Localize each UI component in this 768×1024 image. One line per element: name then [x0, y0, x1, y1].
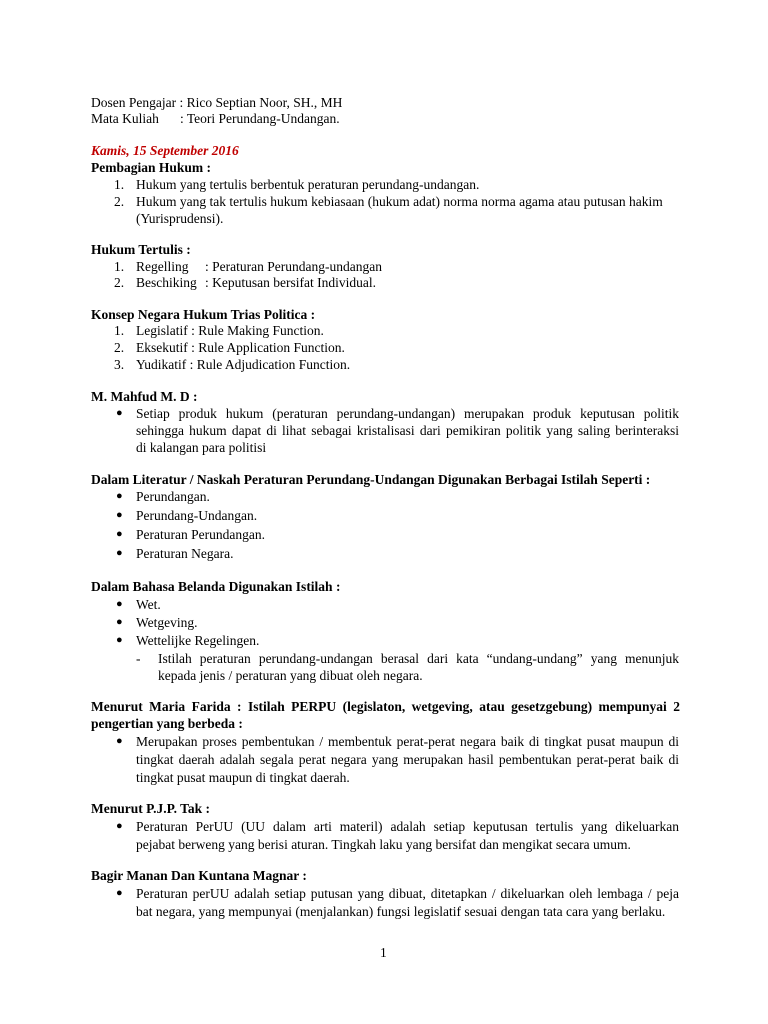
sub-item-line: kepada jenis / peraturan yang dibuat oleh negara. [158, 668, 423, 683]
list-item: Perundangan. [136, 489, 210, 504]
list-number: 3. [114, 357, 125, 372]
list-item: Wettelijke Regelingen. [136, 633, 260, 648]
term: Beschiking [136, 275, 197, 290]
list-number: 1. [114, 259, 125, 274]
section-heading: Pembagian Hukum : [91, 160, 212, 175]
bullet-icon: ● [116, 407, 123, 419]
section-heading-continuation: pengertian yang berbeda : [91, 716, 243, 731]
list-item: Hukum yang tertulis berbentuk peraturan perundang-undangan. [136, 177, 480, 192]
list-number: 2. [114, 275, 125, 290]
list-number: 1. [114, 177, 125, 192]
list-item: Peraturan Perundangan. [136, 527, 265, 542]
section-heading: Dalam Bahasa Belanda Digunakan Istilah : [91, 579, 341, 594]
paragraph-line: Merupakan proses pembentukan / membentuk perat-perat negara baik di tingkat pusat maupun di [136, 734, 679, 749]
bullet-icon: ● [116, 490, 123, 502]
definition: : Peraturan Perundang-undangan [205, 259, 382, 274]
bullet-icon: ● [116, 820, 123, 832]
paragraph-line: di kalangan para politisi [136, 440, 267, 455]
section-heading: Hukum Tertulis : [91, 242, 191, 257]
paragraph-line: Setiap produk hukum (peraturan perundang-undangan) merupakan produk keputusan politik [136, 406, 679, 421]
list-number: 1. [114, 323, 125, 338]
bullet-icon: ● [116, 598, 123, 610]
bullet-icon: ● [116, 547, 123, 559]
paragraph-line: tingkat pusat maupun di tingkat daerah. [136, 770, 350, 785]
paragraph-line: pejabat berweng yang berisi aturan. Tingkah laku yang bersifat dan mengikat secara umum. [136, 837, 631, 852]
paragraph-line: bat negara, yang mempunyai (menjalankan) fungsi legislatif sesuai dengan tata cara yang berlaku. [136, 904, 666, 919]
list-number: 2. [114, 194, 125, 209]
list-item: Yudikatif : Rule Adjudication Function. [136, 357, 351, 372]
paragraph-line: Peraturan perUU adalah setiap putusan yang dibuat, ditetapkan / dikeluarkan oleh lembaga / peja [136, 886, 679, 901]
section-heading: M. Mahfud M. D : [91, 389, 198, 404]
sub-item-line: Istilah peraturan perundang-undangan berasal dari kata “undang-undang” yang menunjuk [158, 651, 679, 666]
bullet-icon: ● [116, 509, 123, 521]
paragraph-line: Peraturan PerUU (UU dalam arti materil) adalah setiap keputusan tertulis yang dikeluarkan [136, 819, 679, 834]
list-item: Eksekutif : Rule Application Function. [136, 340, 345, 355]
bullet-icon: ● [116, 634, 123, 646]
paragraph-line: tingkat daerah adalah segala perat negara yang merupakan hasil pembentukan perat-perat baik di [136, 752, 679, 767]
section-heading: Menurut Maria Farida : Istilah PERPU (legislaton, wetgeving, atau gesetzgebung) mempunyai 2 [91, 699, 680, 714]
bullet-icon: ● [116, 887, 123, 899]
list-number: 2. [114, 340, 125, 355]
paragraph-line: sehingga hukum dapat di lihat sebagai kristalisasi dari pemikiran politik yang saling berinteraksi [136, 423, 679, 438]
course-value: : Teori Perundang-Undangan. [180, 111, 340, 126]
dash-marker: - [136, 651, 141, 666]
lecture-date: Kamis, 15 September 2016 [91, 143, 239, 158]
term: Regelling [136, 259, 189, 274]
list-item-continuation: (Yurisprudensi). [136, 211, 224, 226]
list-item: Wet. [136, 597, 161, 612]
section-heading: Konsep Negara Hukum Trias Politica : [91, 307, 316, 322]
section-heading: Bagir Manan Dan Kuntana Magnar : [91, 868, 307, 883]
definition: : Keputusan bersifat Individual. [205, 275, 376, 290]
list-item: Legislatif : Rule Making Function. [136, 323, 324, 338]
bullet-icon: ● [116, 735, 123, 747]
list-item: Wetgeving. [136, 615, 198, 630]
section-heading: Dalam Literatur / Naskah Peraturan Perundang-Undangan Digunakan Berbagai Istilah Seperti : [91, 472, 651, 487]
bullet-icon: ● [116, 616, 123, 628]
section-heading: Menurut P.J.P. Tak : [91, 801, 211, 816]
bullet-icon: ● [116, 528, 123, 540]
list-item: Peraturan Negara. [136, 546, 234, 561]
lecturer-line: Dosen Pengajar : Rico Septian Noor, SH., MH [91, 95, 343, 110]
course-label: Mata Kuliah [91, 111, 159, 126]
page-number: 1 [380, 945, 387, 960]
list-item: Hukum yang tak tertulis hukum kebiasaan (hukum adat) norma norma agama atau putusan hakim [136, 194, 663, 209]
list-item: Perundang-Undangan. [136, 508, 258, 523]
